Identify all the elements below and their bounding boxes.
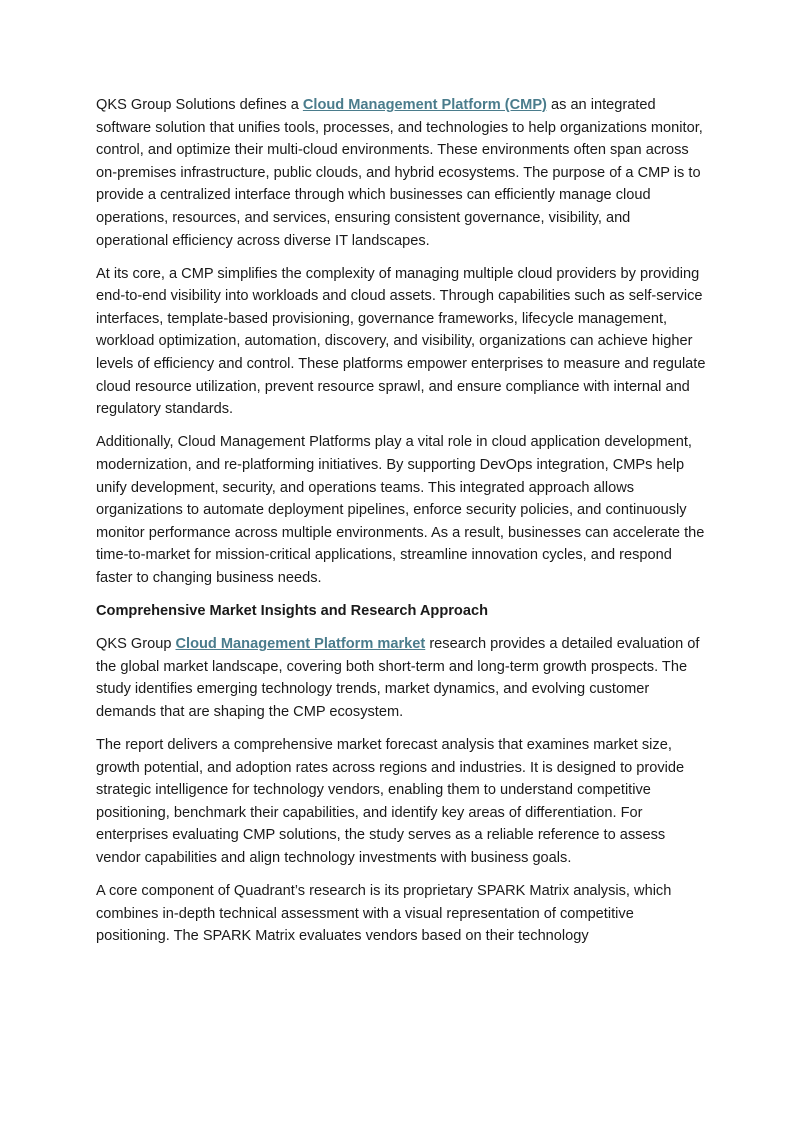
document-body: [96, 94, 706, 958]
paragraph-cmp-devops: Additionally, Cloud Management Platforms play a vital role in cloud application development, modernization, and re-platforming initiatives. By supporting DevOps integration, CMPs help unify development, security, and operations teams. This integrated approach allows organizations to automate deployment pipelines, enforce security policies, and continuously monitor performance across multiple environments. As a result, businesses can accelerate the time-to-market for mission-critical applications, streamline innovation cycles, and respond faster to changing business needs.: [96, 434, 705, 586]
paragraph-text: QKS Group Solutions defines a: [96, 97, 303, 113]
cmp-market-link[interactable]: Cloud Management Platform market: [175, 636, 426, 653]
paragraph-cmp-core: At its core, a CMP simplifies the complexity of managing multiple cloud providers by providing end-to-end visibility into workloads and cloud assets. Through capabilities such as self-service interfaces, template-based provisioning, governance frameworks, lifecycle management, workload optimization, automation, discovery, and visibility, organizations can achieve higher levels of efficiency and control. These platforms empower enterprises to measure and regulate cloud resource utilization, prevent resource sprawl, and ensure compliance with internal and regulatory standards.: [96, 265, 706, 418]
section-heading: Comprehensive Market Insights and Research Approach: [96, 602, 488, 619]
paragraph-market-forecast: The report delivers a comprehensive market forecast analysis that examines market size, growth potential, and adoption rates across regions and industries. It is designed to provide strategic intelligence for technology vendors, enabling them to understand competitive positioning, benchmark their capabilities, and identify key areas of differentiation. For enterprises evaluating CMP solutions, the study serves as a reliable reference to assess vendor capabilities and align technology investments with business goals.: [96, 736, 685, 866]
paragraph-text: as an integrated software solution that unifies tools, processes, and technologies to help organizations monitor, control, and optimize their multi-cloud environments. These environments often span across on-premises infrastructure, public clouds, and hybrid ecosystems. The purpose of a CMP is to provide a centralized interface through which businesses can efficiently manage cloud operations, resources, and services, ensuring consistent governance, visibility, and operational efficiency across diverse IT landscapes.: [96, 97, 703, 249]
paragraph-cmp-definition: [96, 94, 706, 252]
paragraph-text: research provides a detailed evaluation of the global market landscape, covering both short-term and long-term growth prospects. The study identifies emerging technology trends, market dynamics, and evolving customer demands that are shaping the CMP ecosystem.: [96, 636, 700, 720]
cmp-definition-link[interactable]: Cloud Management Platform (CMP): [302, 97, 547, 113]
paragraph-market-research: [96, 633, 706, 723]
paragraph-spark-matrix: A core component of Quadrant’s research is its proprietary SPARK Matrix analysis, which combines in-depth technical assessment with a visual representation of competitive positioning. The SPARK Matrix evaluates vendors based on their technology: [96, 883, 672, 945]
paragraph-text: QKS Group: [96, 636, 176, 653]
